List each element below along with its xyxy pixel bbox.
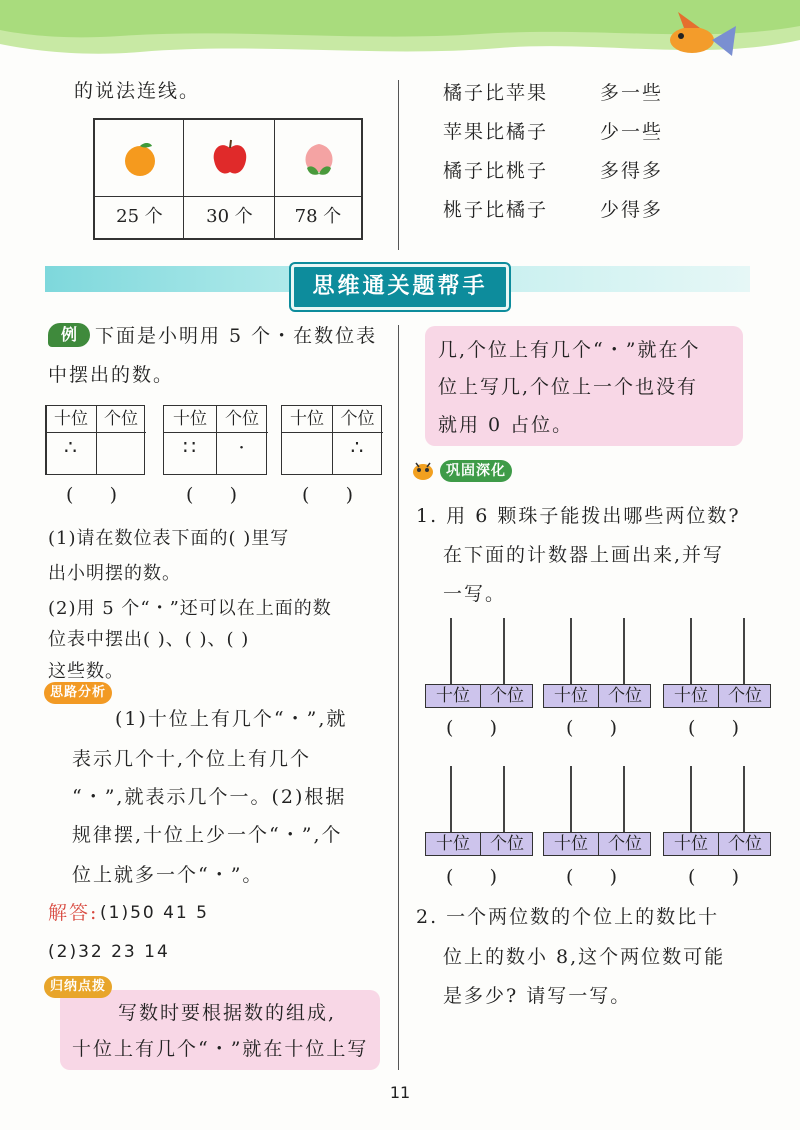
tens-dots: ∷ [183, 435, 197, 459]
header-band [0, 0, 800, 72]
summary-line-5: 就用 0 占位。 [438, 414, 574, 436]
tens-dots [282, 432, 332, 474]
apple-icon [210, 138, 250, 178]
exercise-2-line-1: 2. 一个两位数的个位上的数比十 [416, 906, 720, 928]
counter-ones-label: 个位 [490, 686, 524, 706]
counter-blank-4[interactable]: ( ) [446, 866, 498, 888]
exercise-2-line-2: 位上的数小 8,这个两位数可能 [443, 946, 726, 968]
counter-blank-6[interactable]: ( ) [688, 866, 740, 888]
answer-blank-1[interactable]: ( ) [66, 484, 118, 506]
exercise-1-line-3: 一写。 [443, 583, 507, 605]
tens-dots: ∴ [64, 435, 78, 459]
counter-2[interactable] [543, 684, 651, 708]
ones-header: 个位 [104, 409, 138, 429]
match-left-3: 橘子比桃子 [443, 160, 549, 182]
exercise-2-line-3: 是多少? 请写一写。 [443, 985, 632, 1007]
fruit-cell-peach [275, 120, 361, 238]
counter-blank-1[interactable]: ( ) [446, 717, 498, 739]
counter-tens-label: 十位 [554, 834, 588, 854]
summary-line-1: 写数时要根据数的组成, [118, 1002, 337, 1024]
ones-header: 个位 [340, 409, 375, 429]
counter-tens-label: 十位 [436, 834, 470, 854]
counter-ones-label: 个位 [728, 686, 762, 706]
match-left-1: 橘子比苹果 [443, 82, 549, 104]
summary-line-4: 位上写几,个位上一个也没有 [438, 376, 699, 398]
ones-header: 个位 [225, 409, 259, 429]
exercise-1-line-1: 1. 用 6 颗珠子能拨出哪些两位数? [416, 505, 741, 527]
example-badge: 例 [48, 323, 90, 347]
match-right-4: 少得多 [600, 199, 664, 221]
summary-tag: 归纳点拨 [44, 976, 112, 998]
fruit-count-peach: 78 个 [294, 206, 342, 227]
example-line-1: 下面是小明用 5 个・在数位表 [95, 325, 378, 347]
question-1-line-2: 出小明摆的数。 [48, 563, 181, 584]
ones-dots [96, 432, 146, 474]
consolidate-tag: 巩固深化 [440, 460, 512, 482]
counter-blank-5[interactable]: ( ) [566, 866, 618, 888]
question-2-line-2: 位表中摆出( )、( )、( ) [48, 629, 250, 650]
column-divider-top [398, 80, 399, 250]
orange-icon [121, 140, 159, 178]
counter-tens-label: 十位 [554, 686, 588, 706]
column-divider-bottom [398, 325, 399, 1070]
question-2-line-1: (2)用 5 个“・”还可以在上面的数 [48, 598, 332, 619]
match-left-2: 苹果比橘子 [443, 121, 549, 143]
counter-ones-label: 个位 [608, 834, 642, 854]
analysis-line-4: 规律摆,十位上少一个“・”,个 [72, 824, 343, 846]
peach-icon [299, 138, 339, 178]
counter-tens-label: 十位 [436, 686, 470, 706]
banner-title: 思维通关题帮手 [291, 264, 509, 310]
counter-blank-3[interactable]: ( ) [688, 717, 740, 739]
counter-ones-label: 个位 [608, 686, 642, 706]
answer-blank-3[interactable]: ( ) [302, 484, 354, 506]
analysis-line-3: “・”,就表示几个一。(2)根据 [72, 786, 347, 808]
match-right-2: 少一些 [600, 121, 664, 143]
match-right-1: 多一些 [600, 82, 664, 104]
place-value-table-2 [163, 405, 267, 475]
counter-1[interactable] [425, 684, 533, 708]
page-number: 11 [389, 1083, 411, 1102]
counter-6[interactable] [663, 832, 771, 856]
tens-header: 十位 [54, 409, 88, 429]
intro-tail: 的说法连线。 [74, 80, 201, 102]
exercise-1-line-2: 在下面的计数器上画出来,并写 [443, 544, 725, 566]
summary-line-2: 十位上有几个“・”就在十位上写 [72, 1038, 369, 1060]
match-left-4: 桃子比橘子 [443, 199, 549, 221]
bug-icon [410, 459, 436, 481]
counter-4[interactable] [425, 832, 533, 856]
counter-5[interactable] [543, 832, 651, 856]
fruit-cell-apple [184, 120, 275, 238]
counter-blank-2[interactable]: ( ) [566, 717, 618, 739]
answer-line-1: (1)50 41 5 [100, 903, 209, 923]
question-1-line-1: (1)请在数位表下面的( )里写 [48, 528, 290, 549]
place-value-table-3 [281, 405, 382, 475]
counter-ones-label: 个位 [728, 834, 762, 854]
fruit-cell-orange [95, 120, 184, 238]
analysis-line-1: (1)十位上有几个“・”,就 [115, 708, 348, 730]
tens-header: 十位 [290, 409, 324, 429]
analysis-line-2: 表示几个十,个位上有几个 [72, 748, 312, 770]
counter-ones-label: 个位 [490, 834, 524, 854]
counter-tens-label: 十位 [674, 834, 708, 854]
fruit-table [93, 118, 363, 240]
tens-header: 十位 [173, 409, 207, 429]
example-line-2: 中摆出的数。 [48, 364, 175, 386]
answer-blank-2[interactable]: ( ) [186, 484, 238, 506]
answer-line-2: (2)32 23 14 [48, 942, 170, 962]
fruit-count-apple: 30 个 [206, 206, 253, 227]
answer-label: 解答: [48, 902, 99, 924]
counter-tens-label: 十位 [674, 686, 708, 706]
place-value-table-1 [45, 405, 145, 475]
analysis-line-5: 位上就多一个“・”。 [72, 864, 264, 886]
question-2-line-3: 这些数。 [48, 661, 124, 682]
counter-3[interactable] [663, 684, 771, 708]
ones-dots: · [238, 435, 246, 459]
analysis-tag: 思路分析 [44, 682, 112, 704]
fruit-count-orange: 25 个 [116, 206, 163, 227]
ones-dots: ∴ [350, 435, 365, 459]
match-right-3: 多得多 [600, 160, 664, 182]
summary-line-3: 几,个位上有几个“・”就在个 [438, 339, 701, 361]
